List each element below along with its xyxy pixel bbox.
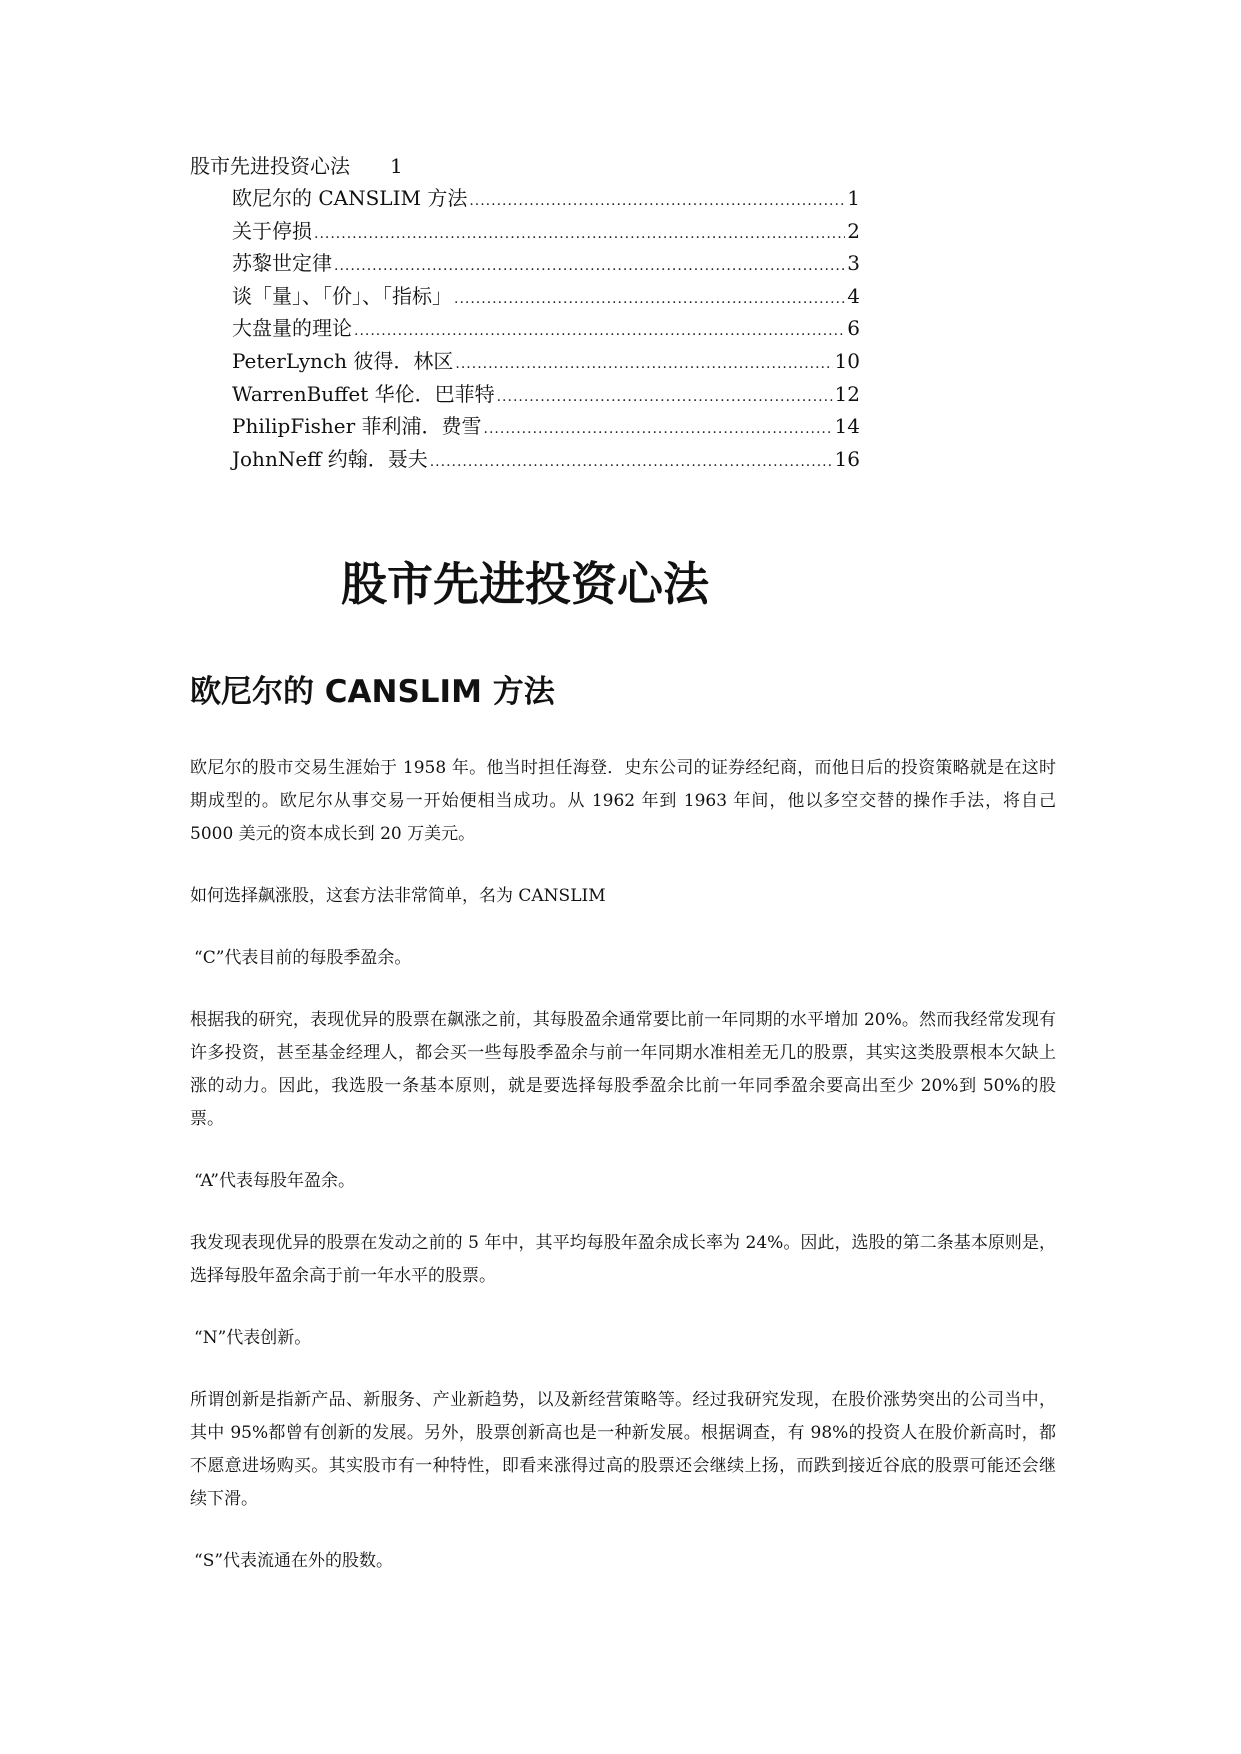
toc-item-page: 2 bbox=[847, 218, 860, 243]
toc-leader-dots bbox=[354, 315, 845, 348]
toc-item-page: 16 bbox=[834, 446, 860, 471]
toc-item-page: 14 bbox=[834, 414, 860, 439]
criterion-heading: “S”代表流通在外的股数。 bbox=[194, 1551, 394, 1571]
body-text bbox=[190, 752, 1056, 1607]
toc-title-page-number: 1 bbox=[390, 154, 403, 178]
toc-item-page: 1 bbox=[847, 186, 860, 210]
toc-item-page: 10 bbox=[834, 348, 860, 373]
table-of-contents bbox=[190, 150, 860, 475]
toc-title bbox=[190, 150, 860, 182]
toc-item-label: 关于停损 bbox=[232, 218, 312, 243]
toc-leader-dots bbox=[334, 250, 845, 283]
toc-item-page: 4 bbox=[847, 283, 860, 308]
toc-item[interactable] bbox=[232, 410, 860, 443]
toc-item[interactable] bbox=[232, 182, 860, 215]
toc-item-label: WarrenBuffet 华伦．巴菲特 bbox=[232, 381, 495, 406]
criterion-heading: “A”代表每股年盈余。 bbox=[194, 1171, 355, 1191]
toc-leader-dots bbox=[484, 413, 833, 446]
paragraph: 欧尼尔的股市交易生涯始于 1958 年。他当时担任海登．史东公司的证券经纪商，而他日后的投资策略就是在这时期成型的。欧尼尔从事交易一开始便相当成功。从 1962 年到 1963 年间，他以多空交替的操作手法，将自己 5000 美元的资本成长到 20 万美元。 bbox=[190, 758, 1056, 844]
criterion-heading: “C”代表目前的每股季盈余。 bbox=[194, 948, 412, 968]
toc-item[interactable] bbox=[232, 378, 860, 411]
toc-title-text: 股市先进投资心法 bbox=[190, 154, 350, 178]
criterion-heading: “N”代表创新。 bbox=[194, 1328, 312, 1348]
paragraph: 所谓创新是指新产品、新服务、产业新趋势，以及新经营策略等。经过我研究发现，在股价涨势突出的公司当中，其中 95%都曾有创新的发展。另外，股票创新高也是一种新发展。根据调查，有 98%的投资人在股价新高时，都不愿意进场购买。其实股市有一种特性，即看来涨得过高的股票还会继续上扬，而跌到接近谷底的股票可能还会继续下滑。 bbox=[190, 1390, 1056, 1509]
toc-item-label: 谈「量」、「价」、「指标」 bbox=[232, 283, 452, 308]
toc-item-label: 苏黎世定律 bbox=[232, 251, 332, 276]
toc-item-label: PhilipFisher 菲利浦．费雪 bbox=[232, 414, 482, 439]
toc-item[interactable] bbox=[232, 312, 860, 345]
toc-item-page: 12 bbox=[834, 381, 860, 406]
toc-leader-dots bbox=[455, 348, 832, 381]
section-heading: 欧尼尔的 CANSLIM 方法 bbox=[190, 674, 555, 710]
toc-leader-dots bbox=[454, 283, 845, 316]
paragraph: 根据我的研究，表现优异的股票在飙涨之前，其每股盈余通常要比前一年同期的水平增加 20%。然而我经常发现有许多投资，甚至基金经理人，都会买一些每股季盈余与前一年同期水准相差无几的股票，其实这类股票根本欠缺上涨的动力。因此，我选股一条基本原则，就是要选择每股季盈余比前一年同季盈余要高出至少 20%到 50%的股票。 bbox=[190, 1010, 1056, 1129]
toc-item-label: PeterLynch 彼得．林区 bbox=[232, 348, 454, 373]
toc-list bbox=[232, 182, 860, 475]
toc-leader-dots bbox=[497, 381, 833, 414]
toc-item[interactable] bbox=[232, 247, 860, 280]
toc-item-label: JohnNeff 约翰．聂夫 bbox=[232, 446, 428, 471]
document-title: 股市先进投资心法 bbox=[341, 557, 709, 611]
toc-leader-dots bbox=[469, 185, 845, 218]
toc-item-label: 大盘量的理论 bbox=[232, 316, 352, 341]
toc-leader-dots bbox=[430, 446, 833, 479]
toc-item-page: 6 bbox=[847, 316, 860, 341]
toc-item[interactable] bbox=[232, 443, 860, 476]
toc-item[interactable] bbox=[232, 280, 860, 313]
toc-item[interactable] bbox=[232, 215, 860, 248]
toc-leader-dots bbox=[314, 218, 845, 251]
paragraph: 如何选择飙涨股，这套方法非常简单，名为 CANSLIM bbox=[190, 886, 606, 906]
toc-item-label: 欧尼尔的 CANSLIM 方法 bbox=[232, 186, 468, 210]
paragraph: 我发现表现优异的股票在发动之前的 5 年中，其平均每股年盈余成长率为 24%。因此，选股的第二条基本原则是，选择每股年盈余高于前一年水平的股票。 bbox=[190, 1233, 1056, 1286]
toc-item[interactable] bbox=[232, 345, 860, 378]
toc-item-page: 3 bbox=[847, 251, 860, 276]
